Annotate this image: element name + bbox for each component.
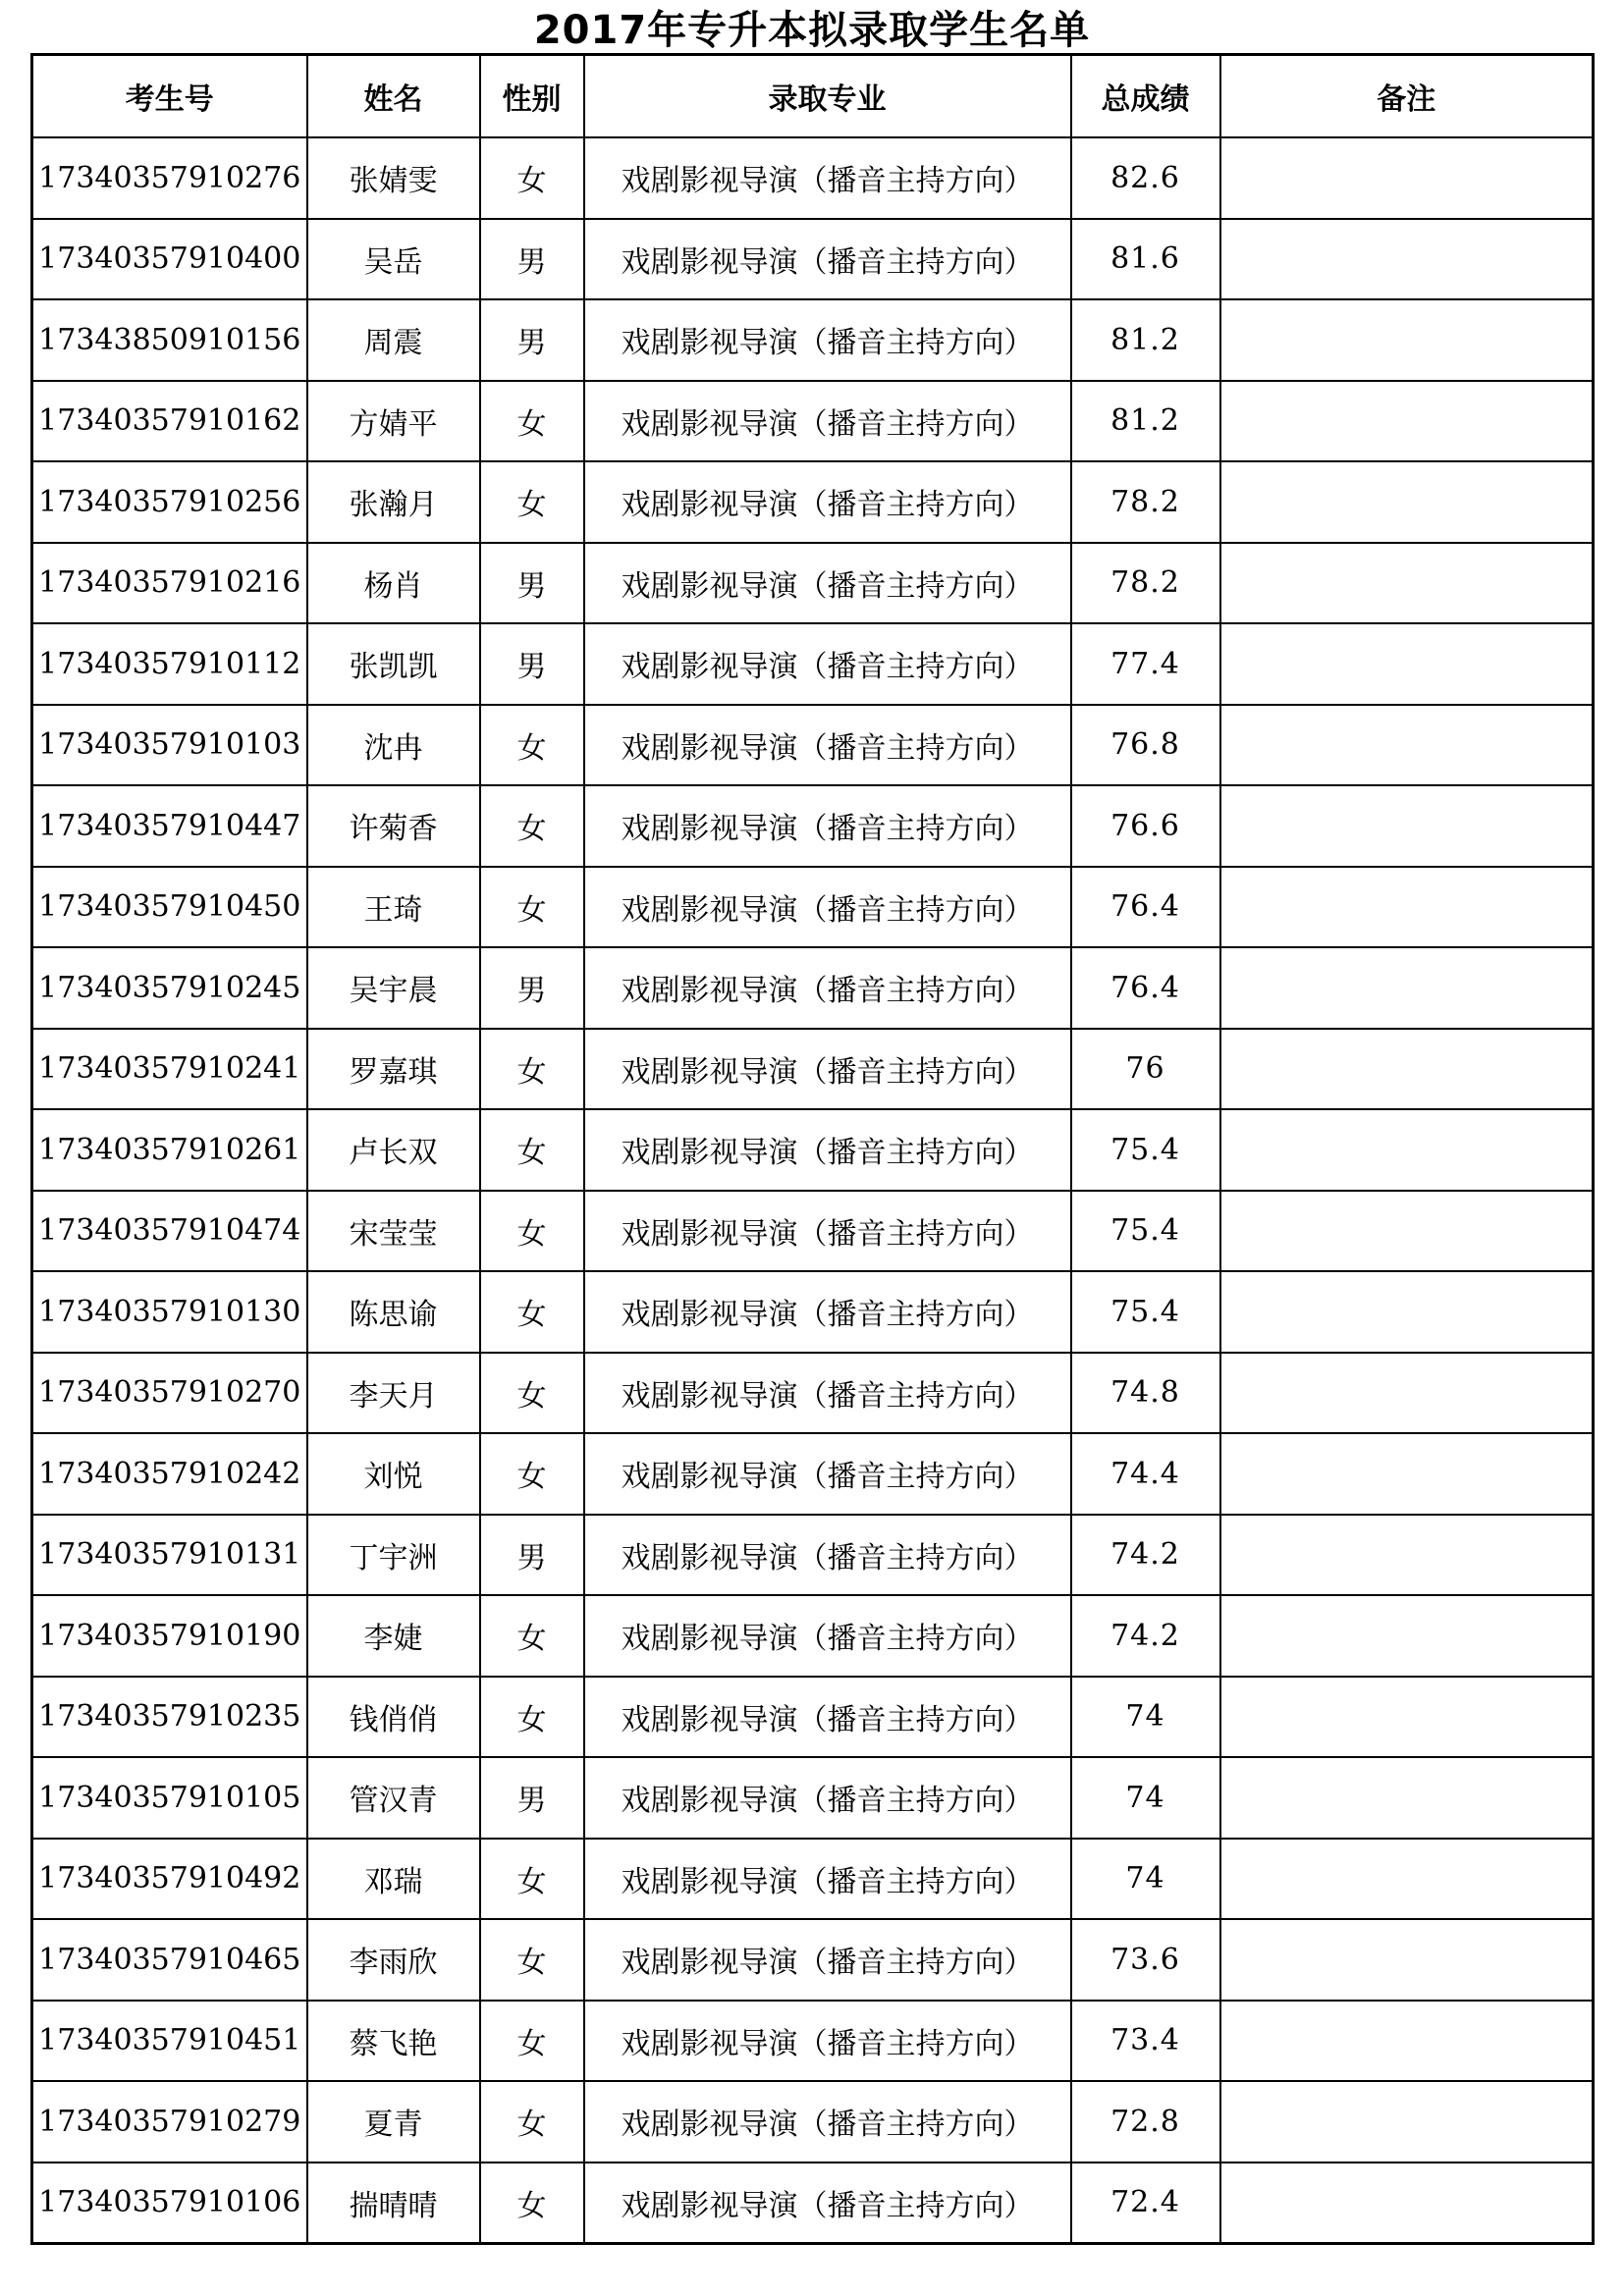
cell-gender: 男 (480, 219, 584, 300)
cell-name: 卢长双 (307, 1109, 480, 1191)
header-remark: 备注 (1220, 55, 1594, 138)
cell-gender: 女 (480, 1595, 584, 1677)
cell-major: 戏剧影视导演（播音主持方向） (584, 1839, 1071, 1920)
table-row (32, 1919, 1594, 2001)
cell-name: 沈冉 (307, 705, 480, 786)
cell-score: 76.4 (1071, 947, 1220, 1029)
cell-major: 戏剧影视导演（播音主持方向） (584, 1595, 1071, 1677)
cell-name: 管汉青 (307, 1757, 480, 1839)
cell-gender: 男 (480, 1515, 584, 1596)
table-row (32, 1433, 1594, 1515)
cell-score: 74.2 (1071, 1515, 1220, 1596)
cell-student-id: 17340357910279 (32, 2081, 307, 2163)
cell-student-id: 17340357910474 (32, 1191, 307, 1272)
cell-score: 76.6 (1071, 785, 1220, 867)
cell-name: 张凯凯 (307, 623, 480, 705)
cell-major: 戏剧影视导演（播音主持方向） (584, 2163, 1071, 2244)
table-row (32, 1353, 1594, 1434)
table-row (32, 299, 1594, 381)
cell-gender: 男 (480, 947, 584, 1029)
cell-major: 戏剧影视导演（播音主持方向） (584, 2081, 1071, 2163)
cell-remark (1220, 461, 1594, 543)
cell-remark (1220, 785, 1594, 867)
table-row (32, 219, 1594, 300)
table-row (32, 705, 1594, 786)
cell-remark (1220, 137, 1594, 219)
cell-major: 戏剧影视导演（播音主持方向） (584, 947, 1071, 1029)
cell-remark (1220, 1919, 1594, 2001)
cell-remark (1220, 1029, 1594, 1110)
cell-remark (1220, 299, 1594, 381)
cell-gender: 男 (480, 623, 584, 705)
cell-name: 王琦 (307, 867, 480, 948)
cell-name: 揣晴晴 (307, 2163, 480, 2244)
table-row (32, 1109, 1594, 1191)
cell-major: 戏剧影视导演（播音主持方向） (584, 137, 1071, 219)
cell-remark (1220, 543, 1594, 624)
cell-score: 81.2 (1071, 381, 1220, 462)
cell-score: 76.4 (1071, 867, 1220, 948)
cell-name: 杨肖 (307, 543, 480, 624)
cell-score: 75.4 (1071, 1109, 1220, 1191)
table-row (32, 1839, 1594, 1920)
cell-major: 戏剧影视导演（播音主持方向） (584, 1109, 1071, 1191)
cell-gender: 女 (480, 1677, 584, 1758)
cell-student-id: 17340357910447 (32, 785, 307, 867)
cell-name: 方婧平 (307, 381, 480, 462)
table-row (32, 1757, 1594, 1839)
table-row (32, 461, 1594, 543)
cell-gender: 女 (480, 1191, 584, 1272)
cell-score: 81.2 (1071, 299, 1220, 381)
cell-major: 戏剧影视导演（播音主持方向） (584, 705, 1071, 786)
cell-major: 戏剧影视导演（播音主持方向） (584, 543, 1071, 624)
cell-remark (1220, 1109, 1594, 1191)
cell-major: 戏剧影视导演（播音主持方向） (584, 2001, 1071, 2082)
cell-score: 77.4 (1071, 623, 1220, 705)
cell-score: 78.2 (1071, 543, 1220, 624)
cell-student-id: 17340357910400 (32, 219, 307, 300)
table-row (32, 785, 1594, 867)
cell-gender: 女 (480, 461, 584, 543)
cell-name: 李婕 (307, 1595, 480, 1677)
cell-remark (1220, 1595, 1594, 1677)
table-row (32, 381, 1594, 462)
cell-name: 吴宇晨 (307, 947, 480, 1029)
header-score: 总成绩 (1071, 55, 1220, 138)
cell-remark (1220, 1515, 1594, 1596)
cell-gender: 女 (480, 867, 584, 948)
cell-remark (1220, 1677, 1594, 1758)
cell-student-id: 17340357910235 (32, 1677, 307, 1758)
table-row (32, 867, 1594, 948)
cell-score: 74 (1071, 1839, 1220, 1920)
cell-gender: 女 (480, 705, 584, 786)
cell-student-id: 17340357910112 (32, 623, 307, 705)
cell-name: 李雨欣 (307, 1919, 480, 2001)
cell-name: 刘悦 (307, 1433, 480, 1515)
cell-remark (1220, 2001, 1594, 2082)
table-row (32, 1271, 1594, 1353)
cell-student-id: 17340357910190 (32, 1595, 307, 1677)
cell-score: 78.2 (1071, 461, 1220, 543)
cell-score: 74.4 (1071, 1433, 1220, 1515)
cell-student-id: 17340357910465 (32, 1919, 307, 2001)
cell-gender: 女 (480, 381, 584, 462)
cell-score: 82.6 (1071, 137, 1220, 219)
table-row (32, 623, 1594, 705)
cell-student-id: 17340357910492 (32, 1839, 307, 1920)
table-row (32, 1515, 1594, 1596)
cell-name: 许菊香 (307, 785, 480, 867)
cell-score: 72.4 (1071, 2163, 1220, 2244)
cell-gender: 男 (480, 299, 584, 381)
cell-major: 戏剧影视导演（播音主持方向） (584, 381, 1071, 462)
cell-student-id: 17340357910261 (32, 1109, 307, 1191)
cell-major: 戏剧影视导演（播音主持方向） (584, 623, 1071, 705)
page-title: 2017年专升本拟录取学生名单 (533, 8, 1091, 53)
cell-gender: 女 (480, 137, 584, 219)
cell-gender: 女 (480, 1839, 584, 1920)
cell-remark (1220, 1353, 1594, 1434)
cell-student-id: 17340357910245 (32, 947, 307, 1029)
cell-student-id: 17340357910106 (32, 2163, 307, 2244)
table-row (32, 2001, 1594, 2082)
cell-score: 76 (1071, 1029, 1220, 1110)
cell-remark (1220, 705, 1594, 786)
cell-major: 戏剧影视导演（播音主持方向） (584, 1271, 1071, 1353)
cell-name: 李天月 (307, 1353, 480, 1434)
table-row (32, 1677, 1594, 1758)
cell-name: 吴岳 (307, 219, 480, 300)
cell-gender: 女 (480, 1353, 584, 1434)
cell-major: 戏剧影视导演（播音主持方向） (584, 1029, 1071, 1110)
cell-remark (1220, 1839, 1594, 1920)
cell-score: 73.4 (1071, 2001, 1220, 2082)
table-row (32, 543, 1594, 624)
table-row (32, 1595, 1594, 1677)
cell-major: 戏剧影视导演（播音主持方向） (584, 1191, 1071, 1272)
cell-major: 戏剧影视导演（播音主持方向） (584, 299, 1071, 381)
cell-gender: 女 (480, 2163, 584, 2244)
cell-remark (1220, 1757, 1594, 1839)
header-major: 录取专业 (584, 55, 1071, 138)
cell-student-id: 17340357910241 (32, 1029, 307, 1110)
cell-score: 75.4 (1071, 1191, 1220, 1272)
cell-name: 钱俏俏 (307, 1677, 480, 1758)
cell-remark (1220, 1271, 1594, 1353)
cell-remark (1220, 1433, 1594, 1515)
table-row (32, 2081, 1594, 2163)
table-row (32, 1191, 1594, 1272)
cell-gender: 女 (480, 1029, 584, 1110)
cell-student-id: 17340357910162 (32, 381, 307, 462)
cell-gender: 女 (480, 1433, 584, 1515)
cell-major: 戏剧影视导演（播音主持方向） (584, 1919, 1071, 2001)
table-row (32, 137, 1594, 219)
cell-major: 戏剧影视导演（播音主持方向） (584, 867, 1071, 948)
cell-gender: 女 (480, 1109, 584, 1191)
table-row (32, 947, 1594, 1029)
cell-gender: 女 (480, 785, 584, 867)
cell-student-id: 17340357910130 (32, 1271, 307, 1353)
table-header-row (32, 55, 1594, 138)
cell-score: 81.6 (1071, 219, 1220, 300)
table-row (32, 2163, 1594, 2244)
cell-remark (1220, 867, 1594, 948)
cell-score: 72.8 (1071, 2081, 1220, 2163)
cell-gender: 女 (480, 2081, 584, 2163)
cell-remark (1220, 947, 1594, 1029)
cell-score: 74 (1071, 1677, 1220, 1758)
cell-score: 73.6 (1071, 1919, 1220, 2001)
cell-student-id: 17340357910256 (32, 461, 307, 543)
cell-remark (1220, 2163, 1594, 2244)
cell-remark (1220, 1191, 1594, 1272)
admission-table (30, 53, 1595, 2245)
cell-student-id: 17340357910216 (32, 543, 307, 624)
cell-score: 74 (1071, 1757, 1220, 1839)
cell-major: 戏剧影视导演（播音主持方向） (584, 1677, 1071, 1758)
cell-gender: 女 (480, 2001, 584, 2082)
cell-name: 陈思谕 (307, 1271, 480, 1353)
header-student-id: 考生号 (32, 55, 307, 138)
cell-gender: 男 (480, 1757, 584, 1839)
cell-score: 74.2 (1071, 1595, 1220, 1677)
cell-student-id: 17340357910270 (32, 1353, 307, 1434)
cell-student-id: 17340357910103 (32, 705, 307, 786)
cell-major: 戏剧影视导演（播音主持方向） (584, 1515, 1071, 1596)
cell-name: 夏青 (307, 2081, 480, 2163)
cell-name: 邓瑞 (307, 1839, 480, 1920)
cell-remark (1220, 2081, 1594, 2163)
cell-score: 76.8 (1071, 705, 1220, 786)
cell-score: 74.8 (1071, 1353, 1220, 1434)
table-row (32, 1029, 1594, 1110)
cell-score: 75.4 (1071, 1271, 1220, 1353)
cell-gender: 男 (480, 543, 584, 624)
cell-major: 戏剧影视导演（播音主持方向） (584, 219, 1071, 300)
cell-gender: 女 (480, 1271, 584, 1353)
cell-major: 戏剧影视导演（播音主持方向） (584, 1757, 1071, 1839)
cell-student-id: 17340357910450 (32, 867, 307, 948)
cell-name: 罗嘉琪 (307, 1029, 480, 1110)
cell-name: 宋莹莹 (307, 1191, 480, 1272)
cell-major: 戏剧影视导演（播音主持方向） (584, 1353, 1071, 1434)
cell-student-id: 17340357910451 (32, 2001, 307, 2082)
cell-remark (1220, 623, 1594, 705)
cell-remark (1220, 219, 1594, 300)
cell-student-id: 17340357910105 (32, 1757, 307, 1839)
cell-major: 戏剧影视导演（播音主持方向） (584, 785, 1071, 867)
cell-student-id: 17340357910276 (32, 137, 307, 219)
header-gender: 性别 (480, 55, 584, 138)
cell-name: 张婧雯 (307, 137, 480, 219)
cell-major: 戏剧影视导演（播音主持方向） (584, 461, 1071, 543)
cell-gender: 女 (480, 1919, 584, 2001)
cell-name: 蔡飞艳 (307, 2001, 480, 2082)
cell-student-id: 17343850910156 (32, 299, 307, 381)
table-body (32, 137, 1594, 2244)
cell-name: 周震 (307, 299, 480, 381)
cell-name: 丁宇洲 (307, 1515, 480, 1596)
cell-student-id: 17340357910131 (32, 1515, 307, 1596)
cell-student-id: 17340357910242 (32, 1433, 307, 1515)
cell-name: 张瀚月 (307, 461, 480, 543)
cell-remark (1220, 381, 1594, 462)
cell-major: 戏剧影视导演（播音主持方向） (584, 1433, 1071, 1515)
header-name: 姓名 (307, 55, 480, 138)
